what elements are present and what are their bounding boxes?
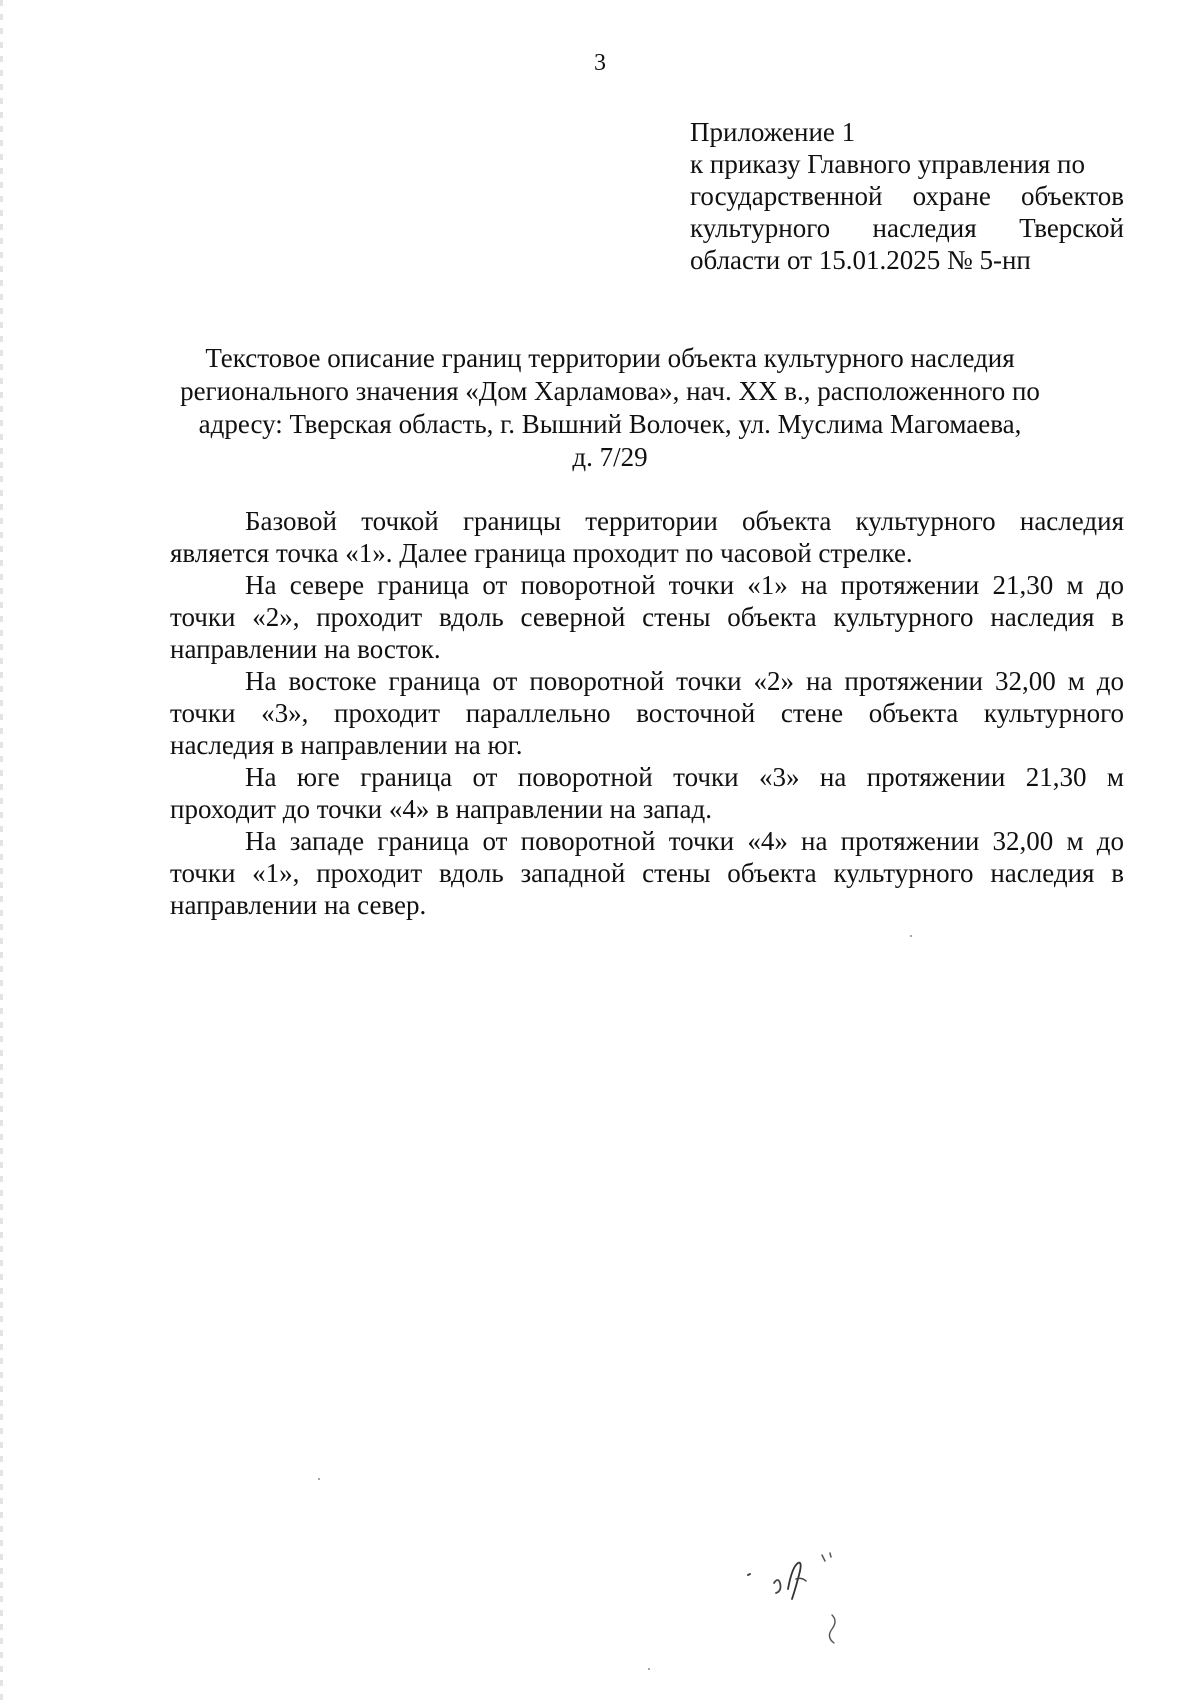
paragraph-line: направлении на север. bbox=[170, 890, 427, 920]
appendix-line: области от 15.01.2025 № 5-нп bbox=[690, 245, 1031, 275]
title-line: д. 7/29 bbox=[572, 442, 648, 472]
paragraph-north bbox=[170, 569, 1124, 665]
paragraph-line: является точка «1». Далее граница проходит по часовой стрелке. bbox=[170, 538, 913, 568]
scan-edge-artifact bbox=[0, 0, 3, 1702]
paragraph-east bbox=[170, 665, 1124, 761]
paragraph-line: На севере граница от поворотной точки «1» на протяжении 21,30 м до bbox=[245, 570, 1124, 600]
paragraph-line: точки «2», проходит вдоль северной стены объекта культурного наследия в bbox=[170, 602, 1124, 632]
scan-speck bbox=[910, 935, 912, 937]
page-number: 3 bbox=[594, 50, 606, 76]
paragraph-line: На востоке граница от поворотной точки «2» на протяжении 32,00 м до bbox=[245, 666, 1124, 696]
document-body bbox=[170, 505, 1124, 921]
title-line: регионального значения «Дом Харламова», нач. XX в., расположенного по bbox=[180, 376, 1040, 406]
paragraph-west bbox=[170, 825, 1124, 921]
appendix-line: государственной охране объектов bbox=[690, 181, 1124, 211]
paragraph-line: наследия в направлении на юг. bbox=[170, 730, 523, 760]
paragraph-line: направлении на восток. bbox=[170, 634, 441, 664]
paragraph-line: На западе граница от поворотной точки «4» на протяжении 32,00 м до bbox=[245, 826, 1124, 856]
paragraph-line: Базовой точкой границы территории объекта культурного наследия bbox=[245, 506, 1124, 536]
appendix-line: культурного наследия Тверской bbox=[690, 213, 1124, 243]
scan-speck bbox=[648, 1668, 650, 1670]
paragraph-line: На юге граница от поворотной точки «3» на протяжении 21,30 м bbox=[245, 762, 1124, 792]
appendix-line: к приказу Главного управления по bbox=[690, 149, 1085, 179]
paragraph-line: точки «3», проходит параллельно восточной стене объекта культурного bbox=[170, 698, 1124, 728]
title-line: адресу: Тверская область, г. Вышний Волочек, ул. Муслима Магомаева, bbox=[198, 409, 1022, 439]
paragraph-south bbox=[170, 761, 1124, 825]
handwritten-signature bbox=[730, 1545, 870, 1655]
paragraph-line: проходит до точки «4» в направлении на запад. bbox=[170, 794, 712, 824]
document-title bbox=[150, 342, 1070, 474]
scan-speck bbox=[318, 1478, 320, 1480]
title-line: Текстовое описание границ территории объекта культурного наследия bbox=[205, 343, 1015, 373]
appendix-line: Приложение 1 bbox=[690, 117, 856, 147]
paragraph-base-point bbox=[170, 505, 1124, 569]
appendix-block bbox=[690, 116, 1124, 276]
paragraph-line: точки «1», проходит вдоль западной стены объекта культурного наследия в bbox=[170, 858, 1124, 888]
